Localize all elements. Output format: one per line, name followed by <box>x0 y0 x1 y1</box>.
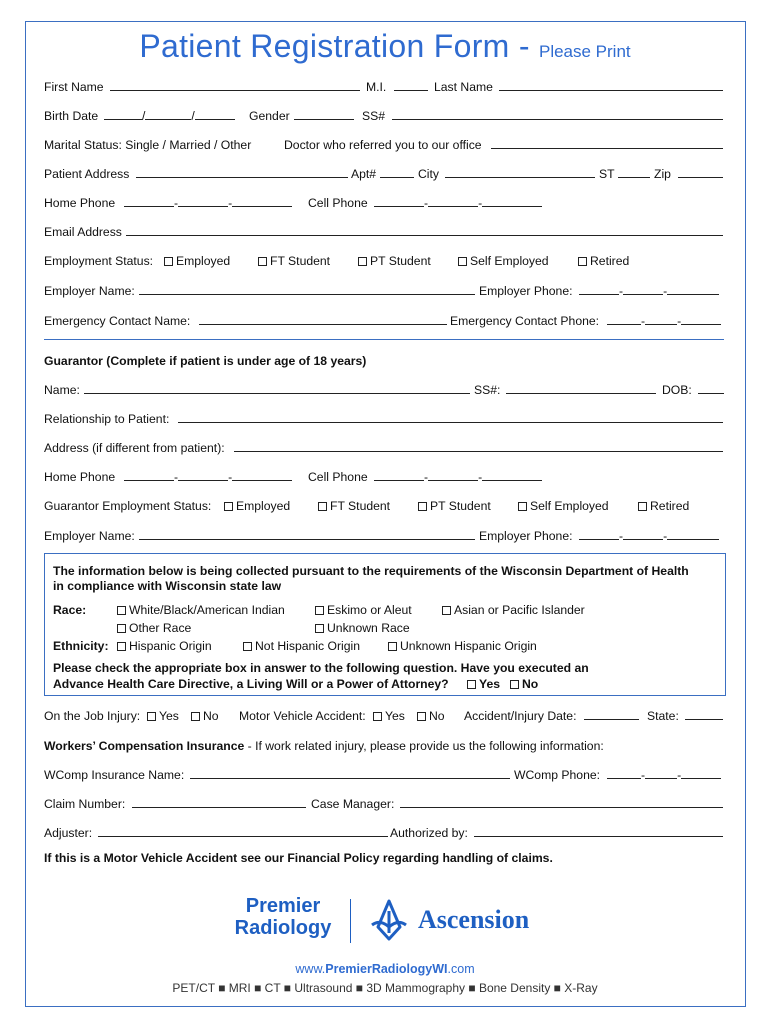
st-field[interactable] <box>618 166 650 178</box>
option-label: Unknown Race <box>327 621 410 635</box>
marital-status-label[interactable]: Marital Status: Single / Married / Other <box>44 138 252 152</box>
wcomp-insurance-field[interactable] <box>190 767 510 779</box>
g-emp-option-pt-student[interactable] <box>418 498 491 514</box>
employment-status-label: Employment Status: <box>44 254 154 268</box>
option-label: Not Hispanic Origin <box>255 639 360 653</box>
email-field[interactable] <box>126 224 723 236</box>
option-label: PT Student <box>430 499 491 513</box>
workers-comp-heading <box>44 738 724 754</box>
option-label: Retired <box>590 254 630 268</box>
emp-option-self-employed[interactable] <box>458 253 549 269</box>
email-label: Email Address <box>44 225 122 239</box>
ascension-cross-icon <box>366 897 412 943</box>
checkbox-icon[interactable] <box>467 680 476 689</box>
employer-phone-label: Employer Phone: <box>479 284 573 298</box>
marital-row <box>44 137 724 153</box>
checkbox-icon[interactable] <box>164 257 173 266</box>
directive-line-2 <box>53 676 713 692</box>
injury-state-field[interactable] <box>685 708 723 720</box>
guarantor-home-phone-label: Home Phone <box>44 470 116 484</box>
employment-row <box>44 253 724 269</box>
wisconsin-info-box <box>44 553 726 696</box>
wcomp-phone-prefix[interactable] <box>645 767 677 779</box>
emp-option-retired[interactable] <box>578 253 629 269</box>
guarantor-employment-label: Guarantor Employment Status: <box>44 499 212 513</box>
section-divider <box>44 339 724 340</box>
directive-text: Please check the appropriate box in answer to the following question. Have you executed an <box>53 661 589 675</box>
option-label: Yes <box>159 709 179 723</box>
motor-vehicle-note <box>44 850 724 866</box>
option-label: Employed <box>176 254 231 268</box>
page-title <box>0 28 770 65</box>
race-option-eskimo[interactable] <box>315 602 412 618</box>
g-cell-phone-prefix[interactable] <box>428 469 478 481</box>
checkbox-icon[interactable] <box>358 257 367 266</box>
motor-yes-option[interactable] <box>373 708 405 724</box>
directive-text: Advance Health Care Directive, a Living Will or a Power of Attorney? <box>53 677 449 691</box>
intro-text: in compliance with Wisconsin state law <box>53 579 282 593</box>
employer-row: Employer Name: Employer Phone: - - <box>44 283 724 299</box>
checkbox-icon[interactable] <box>578 257 587 266</box>
referring-doctor-field[interactable] <box>491 137 723 149</box>
guarantor-cell-phone-label: Cell Phone <box>308 470 368 484</box>
emp-option-employed[interactable] <box>164 253 230 269</box>
g-emp-option-retired[interactable] <box>638 498 689 514</box>
g-employer-phone-prefix[interactable] <box>623 528 663 540</box>
patient-address-label: Patient Address <box>44 167 130 181</box>
address-row <box>44 166 724 182</box>
g-emp-option-self-employed[interactable] <box>518 498 609 514</box>
g-emp-option-employed[interactable] <box>224 498 290 514</box>
ascension-logo-text: Ascension <box>418 905 530 934</box>
name-row <box>44 79 724 95</box>
mi-label: M.I. <box>366 80 387 94</box>
ethnicity-label: Ethnicity: <box>53 639 109 653</box>
checkbox-icon[interactable] <box>315 624 324 633</box>
guarantor-phone-row: Home Phone - - Cell Phone - - <box>44 469 724 485</box>
option-label: No <box>429 709 445 723</box>
motor-note-text: If this is a Motor Vehicle Accident see our Financial Policy regarding handling of claims. <box>44 851 553 865</box>
emp-option-ft-student[interactable] <box>258 253 330 269</box>
claim-row <box>44 796 724 812</box>
footer-logos <box>0 895 770 955</box>
motor-vehicle-label: Motor Vehicle Accident: <box>239 709 366 723</box>
last-name-field[interactable] <box>499 79 723 91</box>
referring-doctor-label: Doctor who referred you to our office <box>284 138 482 152</box>
claim-number-label: Claim Number: <box>44 797 126 811</box>
cell-phone-area[interactable] <box>374 195 424 207</box>
checkbox-icon[interactable] <box>417 712 426 721</box>
adjuster-field[interactable] <box>98 825 388 837</box>
option-label: Hispanic Origin <box>129 639 212 653</box>
gender-field[interactable] <box>294 108 354 120</box>
emergency-phone-label: Emergency Contact Phone: <box>450 314 600 328</box>
option-label: No <box>203 709 219 723</box>
ethnicity-row <box>53 638 713 654</box>
g-employer-phone-area[interactable] <box>579 528 619 540</box>
guarantor-dob-label: DOB: <box>662 383 692 397</box>
guarantor-address-label: Address (if different from patient): <box>44 441 225 455</box>
checkbox-icon[interactable] <box>373 712 382 721</box>
checkbox-icon[interactable] <box>418 502 427 511</box>
home-phone-area[interactable] <box>124 195 174 207</box>
zip-field[interactable] <box>678 166 723 178</box>
directive-line-1 <box>53 660 713 676</box>
motor-no-option[interactable] <box>417 708 445 724</box>
title-main: Patient Registration Form - <box>139 28 539 64</box>
on-job-yes-option[interactable] <box>147 708 179 724</box>
directive-yes-option[interactable] <box>467 676 500 692</box>
employer-phone-line[interactable] <box>667 283 719 295</box>
adjuster-row <box>44 825 724 841</box>
checkbox-icon[interactable] <box>442 606 451 615</box>
checkbox-icon[interactable] <box>147 712 156 721</box>
gender-label: Gender <box>249 109 290 123</box>
emergency-row: Emergency Contact Name: Emergency Contact Phone: - - <box>44 313 724 329</box>
g-cell-phone-line[interactable] <box>482 469 542 481</box>
services-list: PET/CT ■ MRI ■ CT ■ Ultrasound ■ 3D Mammography ■ Bone Density ■ X-Ray <box>172 981 598 995</box>
guarantor-ss-label: SS#: <box>474 383 501 397</box>
title-sub: Please Print <box>538 42 631 61</box>
wcomp-phone-label: WComp Phone: <box>514 768 601 782</box>
race-row-1 <box>53 602 713 618</box>
guarantor-name-label: Name: <box>44 383 80 397</box>
checkbox-icon[interactable] <box>510 680 519 689</box>
email-row <box>44 224 724 240</box>
injury-date-field[interactable] <box>584 708 639 720</box>
workers-comp-instructions: - If work related injury, please provide us the following information: <box>244 739 604 753</box>
checkbox-icon[interactable] <box>117 642 126 651</box>
option-label: FT Student <box>270 254 331 268</box>
employer-name-label: Employer Name: <box>44 284 135 298</box>
cell-phone-label: Cell Phone <box>308 196 368 210</box>
option-label: Unknown Hispanic Origin <box>400 639 537 653</box>
wcomp-phone-line[interactable] <box>681 767 721 779</box>
race-option-white-black-ai[interactable] <box>117 602 285 618</box>
option-label: Asian or Pacific Islander <box>454 603 585 617</box>
home-phone-label: Home Phone <box>44 196 116 210</box>
emergency-phone-area[interactable] <box>607 313 641 325</box>
g-home-phone-prefix[interactable] <box>178 469 228 481</box>
g-cell-phone-area[interactable] <box>374 469 424 481</box>
adjuster-label: Adjuster: <box>44 826 93 840</box>
birth-row: Birth Date / / Gender SS# <box>44 108 724 124</box>
guarantor-employment-row <box>44 498 724 514</box>
website-link[interactable] <box>0 962 770 976</box>
guarantor-ss-field[interactable] <box>506 382 656 394</box>
option-label: Self Employed <box>530 499 609 513</box>
claim-number-field[interactable] <box>132 796 306 808</box>
apt-field[interactable] <box>380 166 414 178</box>
first-name-field[interactable] <box>110 79 360 91</box>
option-label: FT Student <box>330 499 391 513</box>
patient-phone-row: Home Phone - - Cell Phone - - <box>44 195 724 211</box>
birth-month-field[interactable] <box>104 108 142 120</box>
option-label: Other Race <box>129 621 192 635</box>
injury-date-label: Accident/Injury Date: <box>464 709 577 723</box>
emp-option-pt-student[interactable] <box>358 253 431 269</box>
url-main: PremierRadiologyWI <box>325 962 448 976</box>
city-label: City <box>418 167 439 181</box>
employer-name-field[interactable] <box>139 283 475 295</box>
injury-row <box>44 708 724 724</box>
apt-label: Apt# <box>351 167 377 181</box>
checkbox-icon[interactable] <box>458 257 467 266</box>
option-label: Yes <box>479 677 501 691</box>
guarantor-dob-field[interactable] <box>698 382 724 394</box>
url-prefix: www. <box>295 962 326 976</box>
guarantor-employer-name-field[interactable] <box>139 528 475 540</box>
first-name-label: First Name <box>44 80 104 94</box>
birth-date-label: Birth Date <box>44 109 99 123</box>
url-suffix: .com <box>447 962 475 976</box>
wisconsin-intro-1 <box>53 563 713 579</box>
injury-state-label: State: <box>647 709 679 723</box>
emergency-name-field[interactable] <box>199 313 447 325</box>
guarantor-name-field[interactable] <box>84 382 470 394</box>
emergency-phone-prefix[interactable] <box>645 313 677 325</box>
premier-radiology-logo <box>233 895 333 939</box>
checkbox-icon[interactable] <box>518 502 527 511</box>
option-label: No <box>522 677 539 691</box>
checkbox-icon[interactable] <box>638 502 647 511</box>
checkbox-icon[interactable] <box>258 257 267 266</box>
checkbox-icon[interactable] <box>117 624 126 633</box>
wisconsin-intro-2 <box>53 578 713 594</box>
checkbox-icon[interactable] <box>117 606 126 615</box>
option-label: Employed <box>236 499 291 513</box>
on-job-injury-label: On the Job Injury: <box>44 709 141 723</box>
ethnicity-option-not-hispanic[interactable] <box>243 638 360 654</box>
race-option-asian[interactable] <box>442 602 585 618</box>
on-job-no-option[interactable] <box>191 708 219 724</box>
patient-address-field[interactable] <box>136 166 348 178</box>
g-employer-phone-line[interactable] <box>667 528 719 540</box>
race-row-2 <box>53 620 713 636</box>
race-option-other[interactable] <box>117 620 191 636</box>
birth-year-field[interactable] <box>195 108 235 120</box>
race-option-unknown[interactable] <box>315 620 410 636</box>
option-label: Eskimo or Aleut <box>327 603 412 617</box>
checkbox-icon[interactable] <box>224 502 233 511</box>
logo-line: Premier <box>245 895 321 917</box>
option-label: Yes <box>385 709 405 723</box>
cell-phone-line[interactable] <box>482 195 542 207</box>
g-home-phone-area[interactable] <box>124 469 174 481</box>
mi-field[interactable] <box>394 79 428 91</box>
emergency-name-label: Emergency Contact Name: <box>44 314 191 328</box>
option-label: PT Student <box>370 254 431 268</box>
last-name-label: Last Name <box>434 80 493 94</box>
guarantor-employer-row: Employer Name: Employer Phone: - - <box>44 528 724 544</box>
employer-phone-prefix[interactable] <box>623 283 663 295</box>
logo-line: Radiology <box>234 917 332 939</box>
st-label: ST <box>599 167 615 181</box>
emergency-phone-line[interactable] <box>681 313 721 325</box>
ethnicity-option-unknown[interactable] <box>388 638 537 654</box>
option-label: Retired <box>650 499 690 513</box>
guarantor-name-row <box>44 382 724 398</box>
ss-label: SS# <box>362 109 386 123</box>
option-label: White/Black/American Indian <box>129 603 285 617</box>
wcomp-phone-area[interactable] <box>607 767 641 779</box>
g-home-phone-line[interactable] <box>232 469 292 481</box>
relationship-field[interactable] <box>178 411 723 423</box>
relationship-label: Relationship to Patient: <box>44 412 170 426</box>
g-emp-option-ft-student[interactable] <box>318 498 390 514</box>
guarantor-address-field[interactable] <box>234 440 723 452</box>
ethnicity-option-hispanic[interactable] <box>117 638 212 654</box>
checkbox-icon[interactable] <box>388 642 397 651</box>
relationship-row <box>44 411 724 427</box>
guarantor-employer-phone-label: Employer Phone: <box>479 529 573 543</box>
case-manager-label: Case Manager: <box>311 797 395 811</box>
authorized-by-label: Authorized by: <box>390 826 468 840</box>
checkbox-icon[interactable] <box>315 606 324 615</box>
guarantor-heading <box>44 353 724 369</box>
ss-field[interactable] <box>392 108 723 120</box>
checkbox-icon[interactable] <box>243 642 252 651</box>
case-manager-field[interactable] <box>400 796 723 808</box>
wcomp-insurance-row: WComp Insurance Name: WComp Phone: - - <box>44 767 724 783</box>
wcomp-insurance-label: WComp Insurance Name: <box>44 768 185 782</box>
zip-label: Zip <box>654 167 671 181</box>
intro-text: The information below is being collected pursuant to the requirements of the Wisconsin Department of Health <box>53 564 689 578</box>
directive-no-option[interactable] <box>510 676 538 692</box>
race-label: Race: <box>53 603 87 617</box>
authorized-by-field[interactable] <box>474 825 723 837</box>
logo-divider <box>350 899 351 943</box>
home-phone-prefix[interactable] <box>178 195 228 207</box>
city-field[interactable] <box>445 166 595 178</box>
employer-phone-area[interactable] <box>579 283 619 295</box>
checkbox-icon[interactable] <box>318 502 327 511</box>
guarantor-heading-text: Guarantor (Complete if patient is under age of 18 years) <box>44 354 367 368</box>
guarantor-employer-name-label: Employer Name: <box>44 529 135 543</box>
guarantor-address-row <box>44 440 724 456</box>
home-phone-line[interactable] <box>232 195 292 207</box>
birth-day-field[interactable] <box>145 108 191 120</box>
checkbox-icon[interactable] <box>191 712 200 721</box>
cell-phone-prefix[interactable] <box>428 195 478 207</box>
option-label: Self Employed <box>470 254 549 268</box>
workers-comp-title: Workers’ Compensation Insurance <box>44 739 245 753</box>
